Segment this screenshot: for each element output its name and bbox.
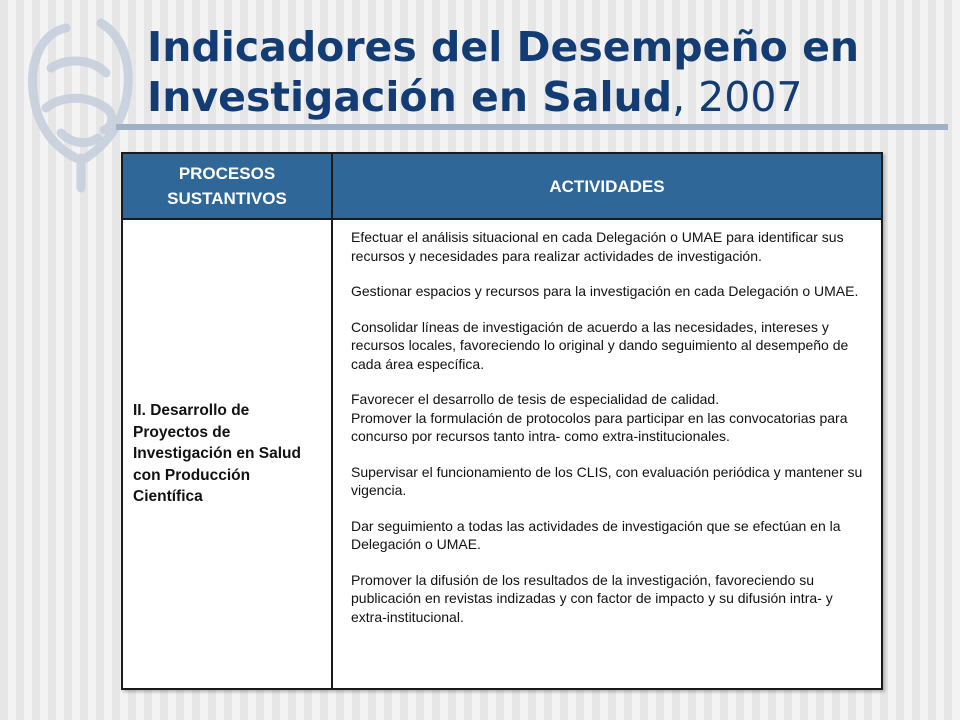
activity-item: Dar seguimiento a todas las actividades de investigación que se efectúan en la Delegación o UMAE.	[351, 517, 841, 552]
slide-title-year: , 2007	[672, 73, 803, 121]
table-header-row	[122, 153, 882, 219]
process-cell: II. Desarrollo de Proyectos de Investigación en Salud con Producción Científica	[122, 219, 332, 689]
activity-item: Gestionar espacios y recursos para la investigación en cada Delegación o UMAE.	[351, 283, 859, 299]
activity-item: Favorecer el desarrollo de tesis de especialidad de calidad.	[351, 391, 720, 407]
processes-table	[121, 152, 883, 690]
slide-title	[147, 22, 947, 122]
activity-item: Consolidar líneas de investigación de acuerdo a las necesidades, intereses y recursos locales, favoreciendo lo original y dando seguimiento al desempeño de cada área específica.	[351, 318, 849, 372]
header-actividades: ACTIVIDADES	[332, 153, 882, 219]
title-underline	[116, 124, 948, 130]
activity-item: Promover la difusión de los resultados de la investigación, favoreciendo su publicación en revistas indizadas y con factor de impacto y su difusión intra- y extra-institucional.	[351, 571, 833, 625]
slide-title-main: Indicadores del Desempeño en Investigación en Salud	[147, 23, 860, 121]
header-procesos: PROCESOS SUSTANTIVOS	[122, 153, 332, 219]
table-row	[122, 219, 882, 689]
activity-item: Supervisar el funcionamiento de los CLIS, con evaluación periódica y mantener su vigencia.	[351, 463, 863, 498]
activity-item: Promover la formulación de protocolos para participar en las convocatorias para concurso por recursos tanto intra- como extra-institucionales.	[351, 409, 848, 444]
activities-cell	[332, 219, 882, 689]
activity-item: Efectuar el análisis situacional en cada Delegación o UMAE para identificar sus recursos y necesidades para realizar actividades de investigación.	[351, 229, 844, 264]
